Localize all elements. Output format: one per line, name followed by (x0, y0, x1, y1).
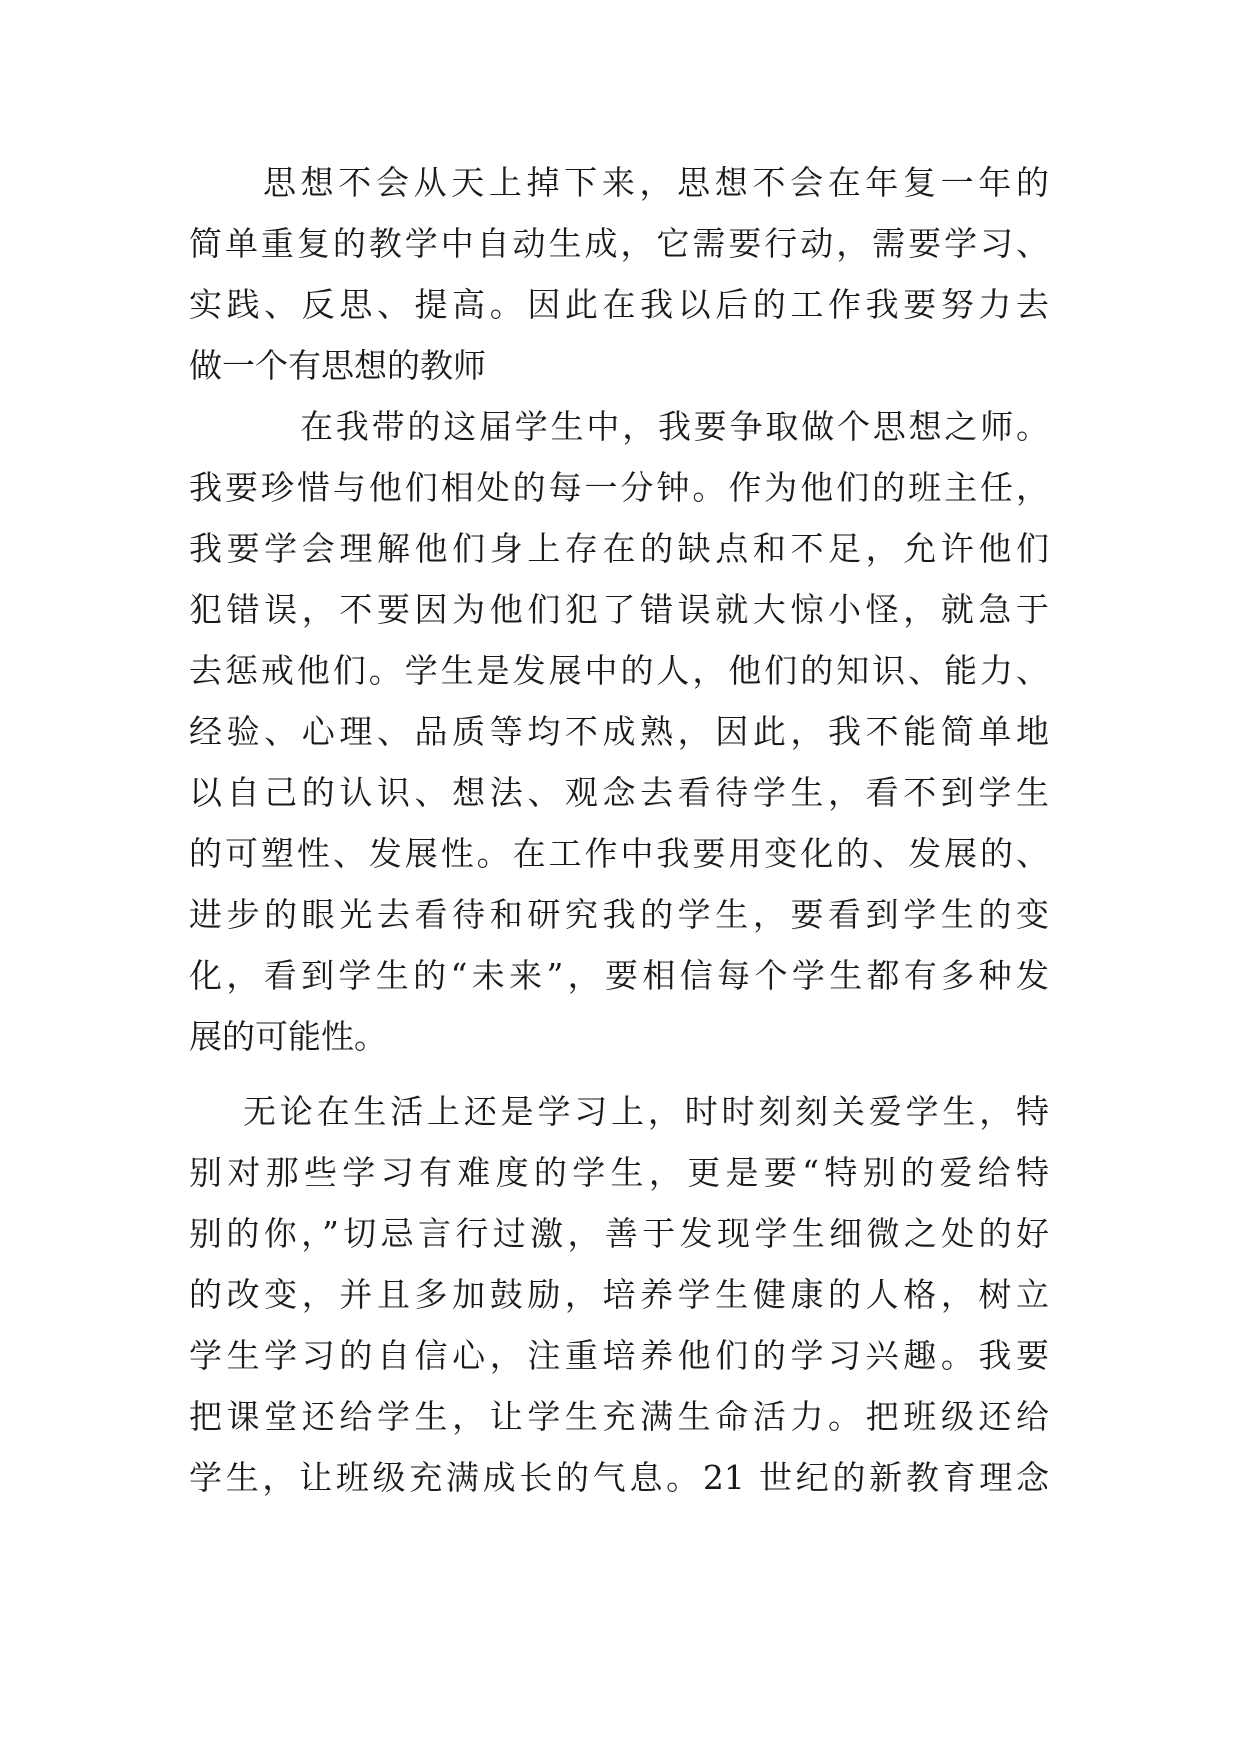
text-line: 学生，让班级充满成长的气息。21 世纪的新教育理念 (189, 1458, 1049, 1497)
text-line: 学生学习的自信心，注重培养他们的学习兴趣。我要 (189, 1336, 1049, 1375)
text-line: 犯错误，不要因为他们犯了错误就大惊小怪，就急于 (189, 590, 1049, 629)
document-body (189, 152, 1049, 1508)
text-line: 去惩戒他们。学生是发展中的人，他们的知识、能力、 (189, 651, 1049, 690)
text-line: 把课堂还给学生，让学生充满生命活力。把班级还给 (189, 1397, 1049, 1436)
text-line: 展的可能性。 (189, 1017, 387, 1056)
text-line: 的可塑性、发展性。在工作中我要用变化的、发展的、 (189, 834, 1049, 873)
text-line: 在我带的这届学生中，我要争取做个思想之师。 (300, 407, 1049, 446)
text-line: 进步的眼光去看待和研究我的学生，要看到学生的变 (189, 895, 1049, 934)
paragraph-1 (189, 152, 1049, 396)
text-line: 经验、心理、品质等均不成熟，因此，我不能简单地 (189, 712, 1049, 751)
text-line: 无论在生活上还是学习上，时时刻刻关爱学生，特 (243, 1092, 1049, 1131)
text-line: 做一个有思想的教师 (189, 346, 486, 385)
paragraph-2 (189, 396, 1049, 1067)
text-line: 以自己的认识、想法、观念去看待学生，看不到学生 (189, 773, 1049, 812)
text-line: 化，看到学生的“未来”，要相信每个学生都有多种发 (189, 956, 1049, 995)
paragraph-3 (189, 1081, 1049, 1508)
text-line: 思想不会从天上掉下来，思想不会在年复一年的 (263, 163, 1049, 202)
text-line: 简单重复的教学中自动生成，它需要行动，需要学习、 (189, 224, 1049, 263)
text-line: 实践、反思、提高。因此在我以后的工作我要努力去 (189, 285, 1049, 324)
text-line: 我要珍惜与他们相处的每一分钟。作为他们的班主任， (189, 468, 1049, 507)
text-line: 别的你，”切忌言行过激，善于发现学生细微之处的好 (189, 1214, 1049, 1253)
text-line: 我要学会理解他们身上存在的缺点和不足，允许他们 (189, 529, 1049, 568)
text-line: 别对那些学习有难度的学生，更是要“特别的爱给特 (189, 1153, 1049, 1192)
text-line: 的改变，并且多加鼓励，培养学生健康的人格，树立 (189, 1275, 1049, 1314)
